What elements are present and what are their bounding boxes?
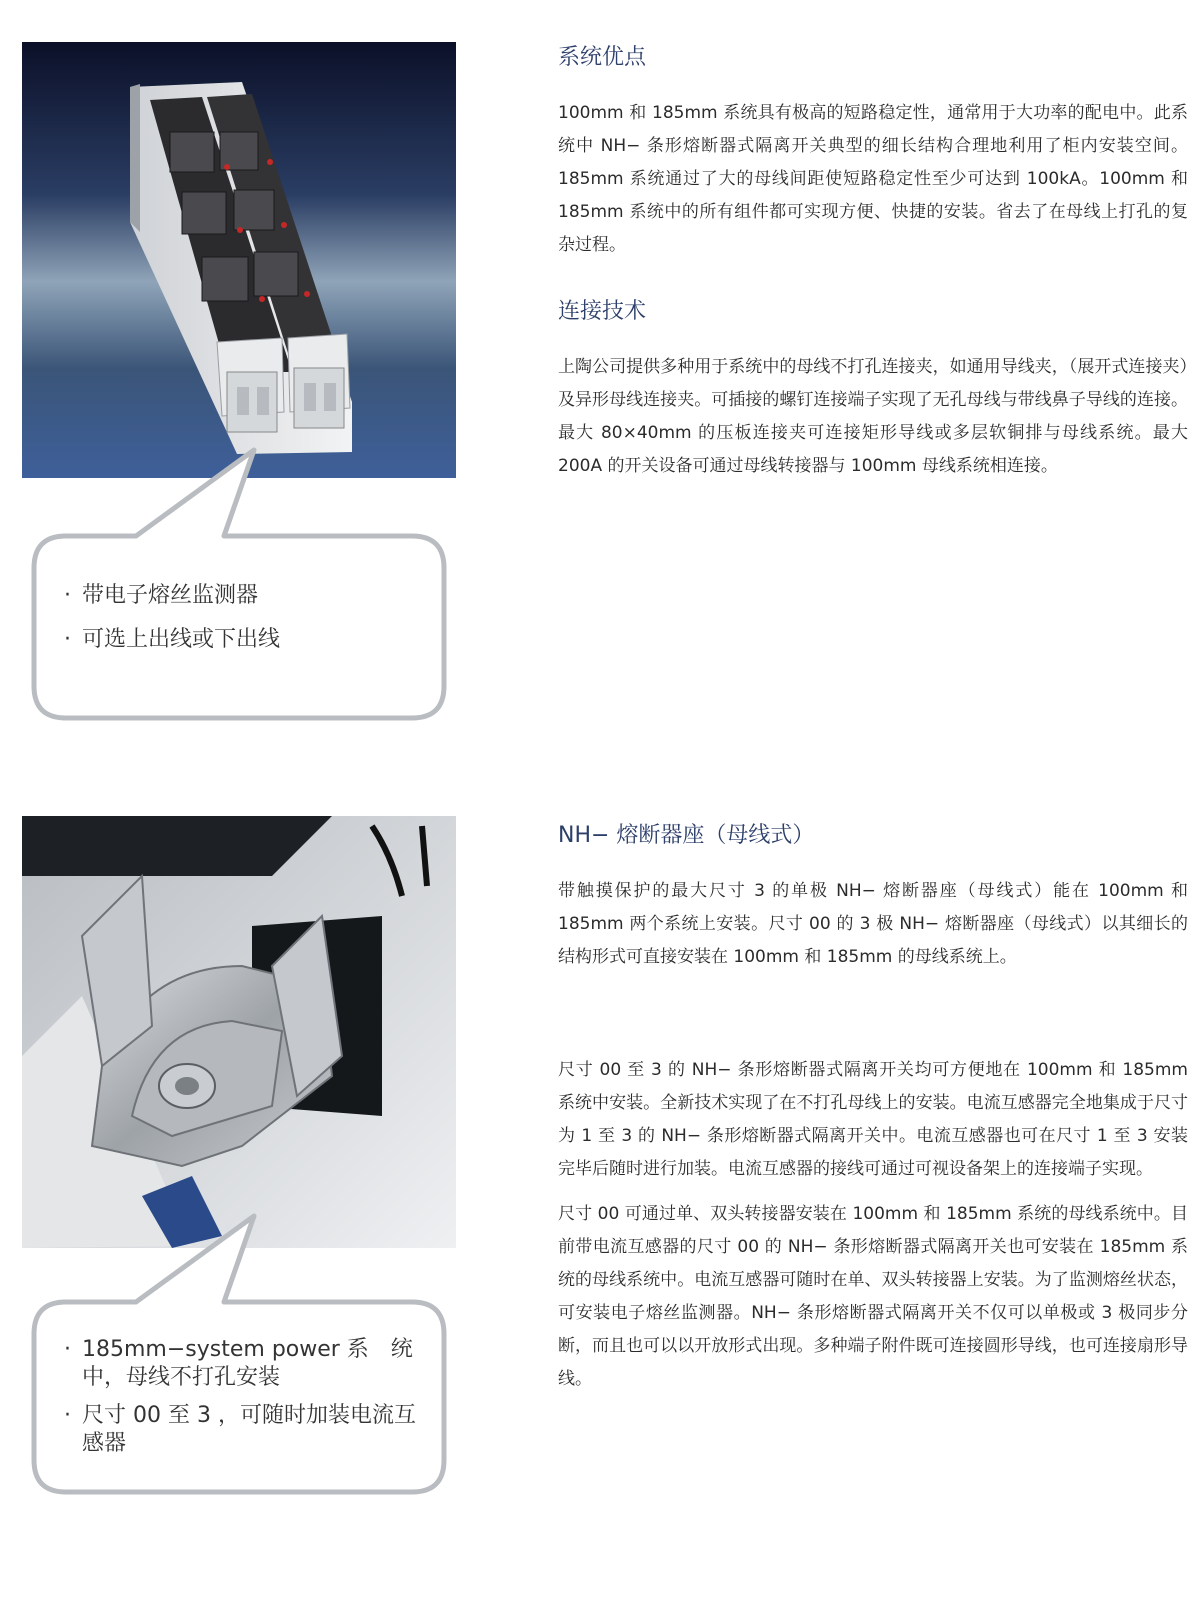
section-connection-technology [558, 294, 1188, 483]
section-fuse-switch-details [558, 1054, 1188, 1396]
feature-item: · 带电子熔丝监测器 [64, 580, 424, 612]
section-heading: NH− 熔断器座（母线式） [558, 823, 815, 848]
section-paragraph: 尺寸 00 至 3 的 NH− 条形熔断器式隔离开关均可方便地在 100mm 和 185mm 系统中安装。全新技术实现了在不打孔母线上的安装。电流互感器完全地集成于尺寸为 1 至 3 的 NH− 条形熔断器式隔离开关中。电流互感器也可在尺寸 1 至 3 安装完毕后随时进行加装。电流互感器的接线可通过可视设备架上的连接端子实现。 [558, 1060, 1188, 1179]
product-photo-fuse-switch [22, 42, 456, 478]
section-system-advantages [558, 40, 1188, 262]
feature-item: · 尺寸 00 至 3 ，可随时加装电流互感器 [64, 1402, 424, 1458]
section-fuse-base [558, 818, 1188, 974]
product-photo-busbar-clamp [22, 816, 456, 1248]
section-paragraph: 带触摸保护的最大尺寸 3 的单极 NH− 熔断器座（母线式）能在 100mm 和 185mm 两个系统上安装。尺寸 00 的 3 极 NH− 熔断器座（母线式）以其细长的结构形式可直接安装在 100mm 和 185mm 的母线系统上。 [558, 881, 1188, 967]
feature-callout-1 [28, 438, 460, 730]
section-heading: 系统优点 [558, 45, 647, 70]
section-heading: 连接技术 [558, 299, 647, 324]
feature-item: · 185mm−system power 系 统中，母线不打孔安装 [64, 1336, 424, 1392]
feature-item: · 可选上出线或下出线 [64, 624, 424, 656]
section-paragraph: 尺寸 00 可通过单、双头转接器安装在 100mm 和 185mm 系统的母线系统中。目前带电流互感器的尺寸 00 的 NH− 条形熔断器式隔离开关也可安装在 185mm 系统的母线系统中。电流互感器可随时在单、双头转接器上安装。为了监测熔丝状态，可安装电子熔丝监测器。NH− 条形熔断器式隔离开关不仅可以单极或 3 极同步分断，而且也可以以开放形式出现。多种端子附件既可连接圆形导线，也可连接扇形导线。 [558, 1204, 1188, 1389]
section-paragraph: 100mm 和 185mm 系统具有极高的短路稳定性，通常用于大功率的配电中。此系统中 NH− 条形熔断器式隔离开关典型的细长结构合理地利用了柜内安装空间。185mm 系统通过了大的母线间距使短路稳定性至少可达到 100kA。100mm 和 185mm 系统中的所有组件都可实现方便、快捷的安装。省去了在母线上打孔的复杂过程。 [558, 103, 1188, 255]
section-paragraph: 上陶公司提供多种用于系统中的母线不打孔连接夹，如通用导线夹，（展开式连接夹）及异形母线连接夹。可插接的螺钉连接端子实现了无孔母线与带线鼻子导线的连接。最大 80×40mm 的压板连接夹可连接矩形导线或多层软铜排与母线系统。最大 200A 的开关设备可通过母线转接器与 100mm 母线系统相连接。 [558, 357, 1188, 476]
feature-callout-2 [28, 1204, 460, 1504]
